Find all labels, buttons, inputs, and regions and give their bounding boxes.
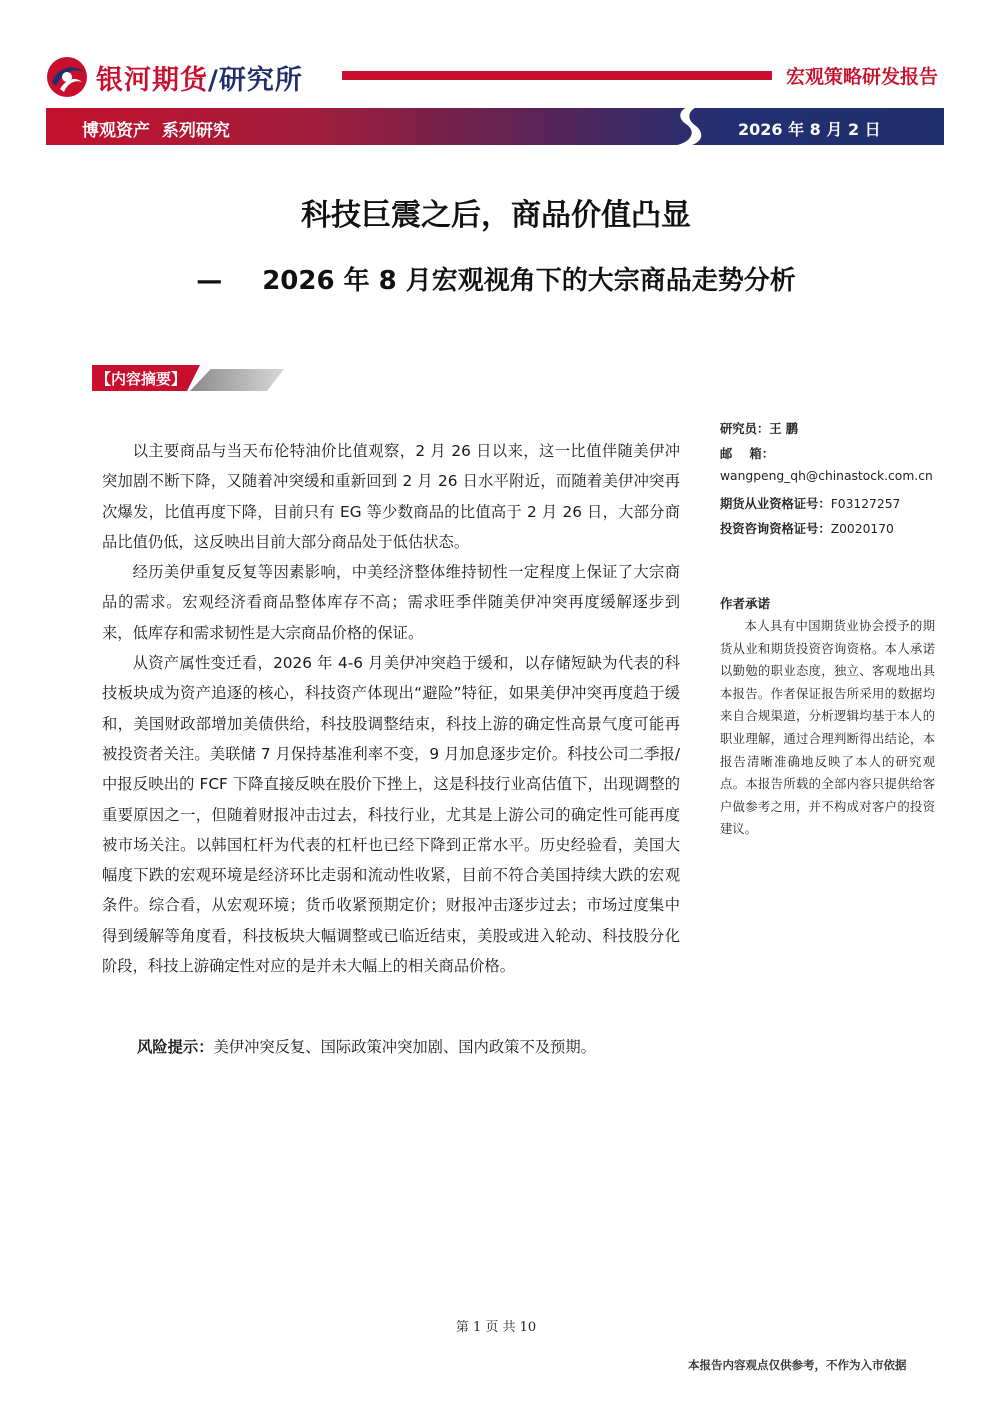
- consult-cert-number: Z0020170: [830, 522, 894, 536]
- risk-notice: [137, 1035, 596, 1057]
- report-subtitle: [0, 260, 992, 297]
- summary-tag-label: 【内容摘要】: [96, 370, 187, 388]
- subtitle-text: 2026 年 8 月宏观视角下的大宗商品走势分析: [262, 266, 796, 296]
- subtitle-dash: —: [196, 266, 223, 296]
- consult-cert-label: 投资咨询资格证号：: [720, 522, 831, 536]
- risk-label: 风险提示：: [137, 1038, 214, 1056]
- company-name: 银河期货: [96, 65, 208, 96]
- summary-body: [102, 436, 680, 981]
- page-number: 第 1 页 共 10: [455, 1320, 537, 1335]
- header-red-rule: [342, 71, 772, 80]
- report-date: 2026 年 8 月 2 日: [738, 120, 881, 139]
- futures-cert-number: F03127257: [830, 497, 901, 511]
- futures-cert-label: 期货从业资格证号：: [720, 497, 831, 511]
- author-promise-text: 本人具有中国期货业协会授予的期货从业和期货投资咨询资格。本人承诺以勤勉的职业态度，独立、客观地出具本报告。作者保证报告所采用的数据均来自合规渠道，分析逻辑均基于本人的职业理解，通过合理判断得出结论，本报告清晰准确地反映了本人的研究观点。本报告所载的全部内容只提供给客户做参考之用，并不构成对客户的投资建议。: [720, 619, 935, 837]
- risk-text: 美伊冲突反复、国际政策冲突加剧、国内政策不及预期。: [213, 1038, 596, 1056]
- body-paragraph-1: 以主要商品与当天布伦特油价比值观察，2 月 26 日以来，这一比值伴随美伊冲突加剧不断下降，又随着冲突缓和重新回到 2 月 26 日水平附近，而随着美伊冲突再次爆发，比值再度下降，目前只有 EG 等少数商品的比值高于 2 月 26 日，大部分商品比值仍低，这反映出目前大部分商品处于低估状态。: [102, 442, 680, 551]
- futures-cert-line: [720, 494, 945, 512]
- email-address[interactable]: wangpeng_qh@chinastock.com.cn: [720, 469, 933, 483]
- report-title: 科技巨震之后，商品价值凸显: [301, 198, 691, 233]
- body-paragraph-3: 从资产属性变迁看，2026 年 4-6 月美伊冲突趋于缓和，以存储短缺为代表的科技板块成为资产追逐的核心，科技资产体现出“避险”特征，如果美伊冲突再度趋于缓和，美国财政部增加美债供给，科技股调整结束，科技上游的确定性高景气度可能再被投资者关注。美联储 7 月保持基准利率不变，9 月加息逐步定价。科技公司二季报/中报反映出的 FCF 下降直接反映在股价下挫上，这是科技行业高估值下，出现调整的重要原因之一，但随着财报冲击过去，科技行业，尤其是上游公司的确定性可能再度被市场关注。以韩国杠杆为代表的杠杆也已经下降到正常水平。历史经验看，美国大幅度下跌的宏观环境是经济环比走弱和流动性收紧，目前不符合美国持续大跌的宏观条件。综合看，从宏观环境；货币收紧预期定价；财报冲击逐步过去；市场过度集中得到缓解等角度看，科技板块大幅调整或已临近结束，美股或进入轮动、科技股分化阶段，科技上游确定性对应的是并未大幅上的相关商品价格。: [102, 654, 680, 976]
- institute-name: /研究所: [208, 65, 303, 96]
- email-label: [720, 444, 945, 462]
- author-promise-title: 作者承诺: [720, 596, 771, 611]
- body-paragraph-2: 经历美伊重复反复等因素影响，中美经济整体维持韧性一定程度上保证了大宗商品的需求。宏观经济看商品整体库存不高；需求旺季伴随美伊冲突再度缓解逐步到来，低库存和需求韧性是大宗商品价格的保证。: [102, 563, 680, 642]
- consult-cert-line: [720, 519, 945, 537]
- summary-tag-shadow: [190, 369, 284, 391]
- researcher-label: 研究员：: [720, 422, 770, 436]
- researcher-name: 王 鹏: [769, 422, 799, 436]
- report-type: 宏观策略研发报告: [786, 66, 939, 88]
- series-label: 博观资产 系列研究: [82, 121, 230, 141]
- company-logo-text: [96, 58, 303, 97]
- email-label-text: 邮 箱：: [720, 447, 775, 461]
- galaxy-logo-icon: [46, 56, 88, 98]
- researcher-line: [720, 419, 945, 437]
- footer-disclaimer: 本报告内容观点仅供参考，不作为入市依据: [688, 1358, 907, 1372]
- banner-swirl-icon: [664, 102, 714, 150]
